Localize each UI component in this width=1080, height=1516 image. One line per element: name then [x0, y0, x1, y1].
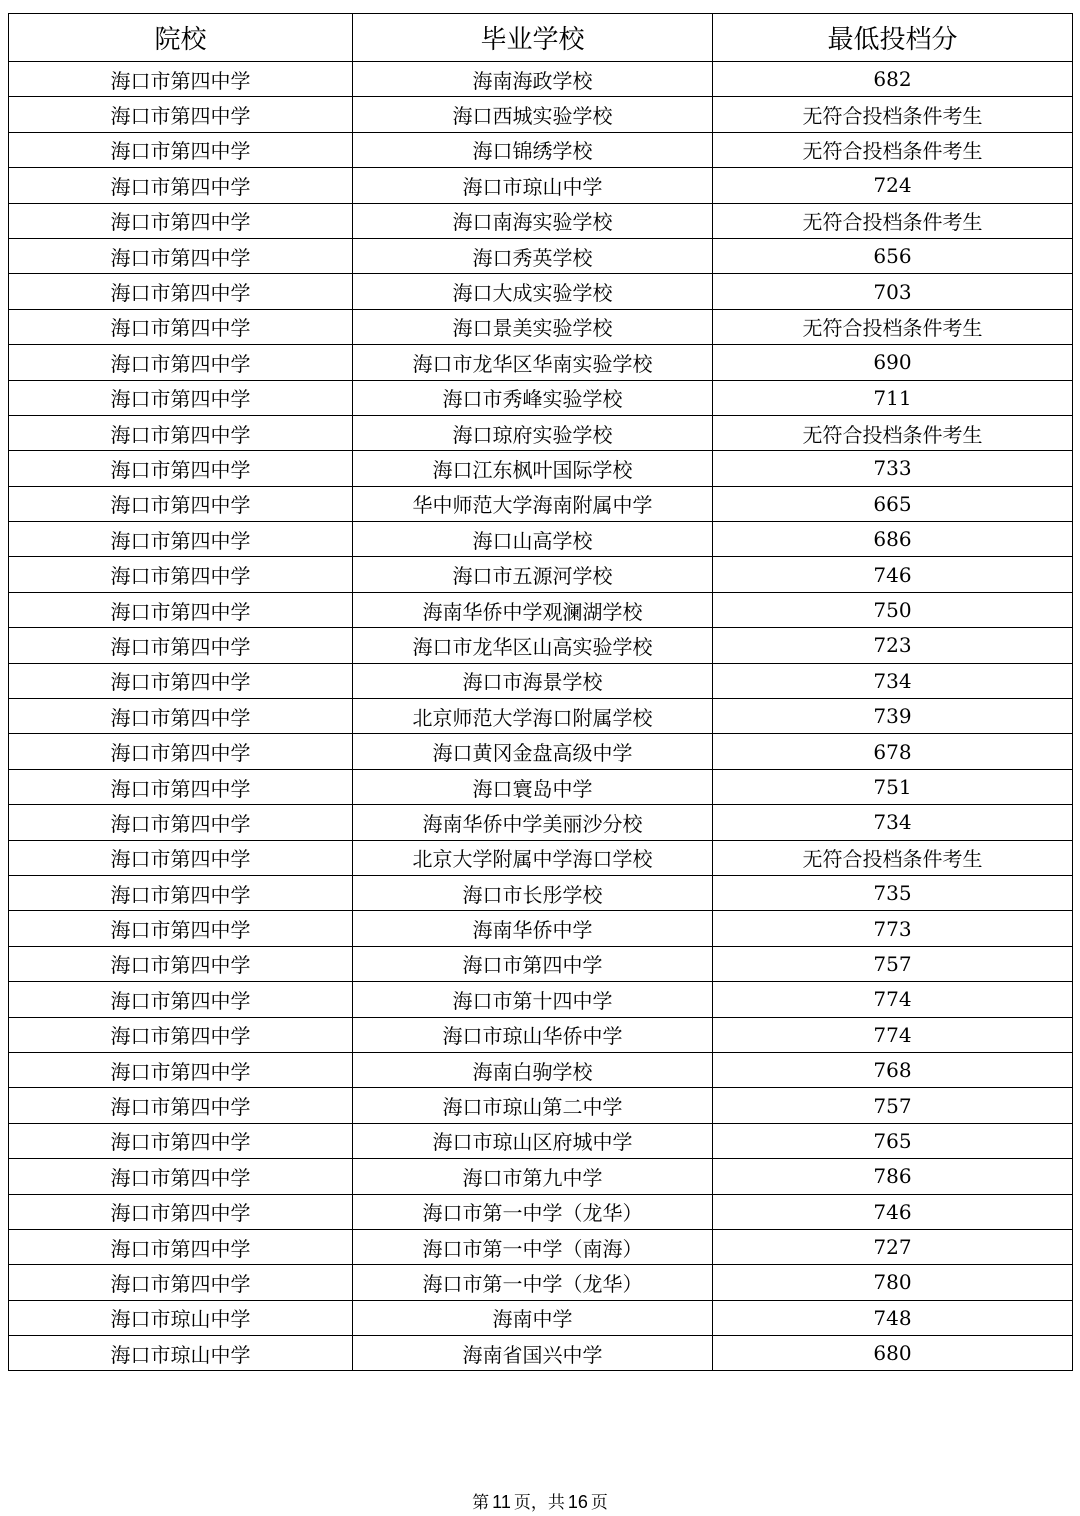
cell-graduation-school: 海南中学 [353, 1300, 713, 1335]
cell-min-score: 无符合投档条件考生 [713, 132, 1073, 167]
table-row [9, 1229, 1073, 1264]
cell-graduation-school: 海南华侨中学 [353, 911, 713, 946]
cell-min-score: 734 [713, 663, 1073, 698]
cell-institution: 海口市第四中学 [9, 451, 353, 486]
table-row [9, 699, 1073, 734]
table-row [9, 1123, 1073, 1158]
cell-min-score: 734 [713, 805, 1073, 840]
cell-institution: 海口市第四中学 [9, 592, 353, 627]
cell-min-score: 无符合投档条件考生 [713, 309, 1073, 344]
table-row [9, 1336, 1073, 1371]
cell-institution: 海口市第四中学 [9, 734, 353, 769]
cell-institution: 海口市第四中学 [9, 380, 353, 415]
cell-institution: 海口市第四中学 [9, 203, 353, 238]
cell-institution: 海口市第四中学 [9, 1123, 353, 1158]
cell-institution: 海口市第四中学 [9, 1265, 353, 1300]
cell-min-score: 690 [713, 345, 1073, 380]
cell-min-score: 751 [713, 769, 1073, 804]
cell-min-score: 656 [713, 238, 1073, 273]
cell-min-score: 723 [713, 628, 1073, 663]
table-row [9, 982, 1073, 1017]
cell-min-score: 682 [713, 62, 1073, 97]
table-row [9, 769, 1073, 804]
cell-graduation-school: 海口市琼山华侨中学 [353, 1017, 713, 1052]
cell-min-score: 768 [713, 1052, 1073, 1087]
table-row [9, 1265, 1073, 1300]
cell-graduation-school: 海口锦绣学校 [353, 132, 713, 167]
cell-institution: 海口市第四中学 [9, 168, 353, 203]
table-row [9, 309, 1073, 344]
table-row [9, 345, 1073, 380]
table-row [9, 380, 1073, 415]
cell-graduation-school: 海口寰岛中学 [353, 769, 713, 804]
cell-min-score: 727 [713, 1229, 1073, 1264]
header-row [9, 14, 1073, 62]
cell-min-score: 无符合投档条件考生 [713, 415, 1073, 450]
table-row [9, 168, 1073, 203]
header-min-score: 最低投档分 [713, 14, 1073, 62]
table-row [9, 238, 1073, 273]
cell-institution: 海口市第四中学 [9, 1194, 353, 1229]
cell-min-score: 773 [713, 911, 1073, 946]
cell-graduation-school: 海口市龙华区华南实验学校 [353, 345, 713, 380]
total-pages-number: 16 [567, 1492, 588, 1512]
cell-graduation-school: 海口市第一中学（龙华） [353, 1194, 713, 1229]
cell-graduation-school: 华中师范大学海南附属中学 [353, 486, 713, 521]
cell-institution: 海口市第四中学 [9, 309, 353, 344]
table-row [9, 1194, 1073, 1229]
cell-graduation-school: 海口市第四中学 [353, 946, 713, 981]
table-row [9, 522, 1073, 557]
table-row [9, 628, 1073, 663]
cell-institution: 海口市第四中学 [9, 699, 353, 734]
table-row [9, 1300, 1073, 1335]
cell-min-score: 711 [713, 380, 1073, 415]
table-row [9, 734, 1073, 769]
cell-graduation-school: 海口秀英学校 [353, 238, 713, 273]
cell-min-score: 无符合投档条件考生 [713, 97, 1073, 132]
cell-institution: 海口市第四中学 [9, 840, 353, 875]
cell-institution: 海口市第四中学 [9, 132, 353, 167]
cell-min-score: 786 [713, 1159, 1073, 1194]
cell-institution: 海口市第四中学 [9, 875, 353, 910]
cell-graduation-school: 海口江东枫叶国际学校 [353, 451, 713, 486]
cell-min-score: 680 [713, 1336, 1073, 1371]
table-row [9, 663, 1073, 698]
cell-institution: 海口市第四中学 [9, 238, 353, 273]
cell-institution: 海口市第四中学 [9, 1229, 353, 1264]
cell-min-score: 774 [713, 1017, 1073, 1052]
header-institution: 院校 [9, 14, 353, 62]
cell-institution: 海口市第四中学 [9, 557, 353, 592]
cell-graduation-school: 海口山高学校 [353, 522, 713, 557]
cell-graduation-school: 海口市琼山区府城中学 [353, 1123, 713, 1158]
table-row [9, 911, 1073, 946]
cell-graduation-school: 海口大成实验学校 [353, 274, 713, 309]
table-body [9, 62, 1073, 1371]
table-row [9, 592, 1073, 627]
cell-institution: 海口市第四中学 [9, 663, 353, 698]
cell-graduation-school: 海口市秀峰实验学校 [353, 380, 713, 415]
table-row [9, 946, 1073, 981]
cell-graduation-school: 海南华侨中学美丽沙分校 [353, 805, 713, 840]
cell-min-score: 733 [713, 451, 1073, 486]
cell-min-score: 748 [713, 1300, 1073, 1335]
table-row [9, 557, 1073, 592]
cell-institution: 海口市第四中学 [9, 97, 353, 132]
cell-institution: 海口市第四中学 [9, 62, 353, 97]
cell-min-score: 735 [713, 875, 1073, 910]
cell-min-score: 750 [713, 592, 1073, 627]
cell-graduation-school: 海口市第一中学（南海） [353, 1229, 713, 1264]
cell-institution: 海口市第四中学 [9, 1017, 353, 1052]
cell-graduation-school: 海口琼府实验学校 [353, 415, 713, 450]
cell-institution: 海口市第四中学 [9, 982, 353, 1017]
table-row [9, 132, 1073, 167]
table-row [9, 1088, 1073, 1123]
cell-min-score: 665 [713, 486, 1073, 521]
cell-min-score: 757 [713, 1088, 1073, 1123]
table-row [9, 805, 1073, 840]
cell-graduation-school: 海口黄冈金盘高级中学 [353, 734, 713, 769]
table-row [9, 274, 1073, 309]
cell-institution: 海口市第四中学 [9, 805, 353, 840]
cell-graduation-school: 海口市龙华区山高实验学校 [353, 628, 713, 663]
cell-graduation-school: 北京师范大学海口附属学校 [353, 699, 713, 734]
cell-graduation-school: 海口市第十四中学 [353, 982, 713, 1017]
header-graduation-school: 毕业学校 [353, 14, 713, 62]
cell-institution: 海口市第四中学 [9, 769, 353, 804]
cell-institution: 海口市第四中学 [9, 522, 353, 557]
cell-graduation-school: 海口西城实验学校 [353, 97, 713, 132]
cell-min-score: 757 [713, 946, 1073, 981]
cell-institution: 海口市第四中学 [9, 274, 353, 309]
cell-graduation-school: 海口南海实验学校 [353, 203, 713, 238]
cell-institution: 海口市第四中学 [9, 1088, 353, 1123]
cell-min-score: 774 [713, 982, 1073, 1017]
table-row [9, 62, 1073, 97]
table-row [9, 97, 1073, 132]
cell-min-score: 703 [713, 274, 1073, 309]
page-footer [0, 1488, 1080, 1513]
cell-institution: 海口市琼山中学 [9, 1300, 353, 1335]
table-row [9, 451, 1073, 486]
footer-suffix: 页 [590, 1493, 608, 1513]
cell-graduation-school: 海南白驹学校 [353, 1052, 713, 1087]
cell-graduation-school: 海口市五源河学校 [353, 557, 713, 592]
cell-min-score: 739 [713, 699, 1073, 734]
cell-min-score: 765 [713, 1123, 1073, 1158]
cell-institution: 海口市第四中学 [9, 345, 353, 380]
footer-middle: 页，共 [513, 1493, 565, 1513]
cell-institution: 海口市第四中学 [9, 911, 353, 946]
cell-graduation-school: 海南省国兴中学 [353, 1336, 713, 1371]
cell-min-score: 746 [713, 1194, 1073, 1229]
cell-graduation-school: 海口市第一中学（龙华） [353, 1265, 713, 1300]
cell-graduation-school: 海口景美实验学校 [353, 309, 713, 344]
cell-graduation-school: 海南华侨中学观澜湖学校 [353, 592, 713, 627]
table-row [9, 1017, 1073, 1052]
cell-institution: 海口市第四中学 [9, 1159, 353, 1194]
cell-graduation-school: 海口市琼山中学 [353, 168, 713, 203]
table-row [9, 486, 1073, 521]
cell-min-score: 686 [713, 522, 1073, 557]
footer-prefix: 第 [472, 1493, 490, 1513]
cell-institution: 海口市第四中学 [9, 486, 353, 521]
cell-min-score: 746 [713, 557, 1073, 592]
cell-graduation-school: 海口市第九中学 [353, 1159, 713, 1194]
table-row [9, 415, 1073, 450]
table-row [9, 875, 1073, 910]
table-row [9, 203, 1073, 238]
current-page-number: 11 [492, 1492, 511, 1512]
cell-min-score: 678 [713, 734, 1073, 769]
table-row [9, 1052, 1073, 1087]
cell-institution: 海口市琼山中学 [9, 1336, 353, 1371]
cell-graduation-school: 北京大学附属中学海口学校 [353, 840, 713, 875]
cell-graduation-school: 海口市海景学校 [353, 663, 713, 698]
cell-institution: 海口市第四中学 [9, 415, 353, 450]
cell-institution: 海口市第四中学 [9, 628, 353, 663]
cell-min-score: 780 [713, 1265, 1073, 1300]
cell-min-score: 无符合投档条件考生 [713, 203, 1073, 238]
cell-institution: 海口市第四中学 [9, 1052, 353, 1087]
table-row [9, 1159, 1073, 1194]
table-row [9, 840, 1073, 875]
cell-institution: 海口市第四中学 [9, 946, 353, 981]
cell-graduation-school: 海口市琼山第二中学 [353, 1088, 713, 1123]
admission-score-table [8, 13, 1073, 1371]
cell-graduation-school: 海口市长彤学校 [353, 875, 713, 910]
cell-min-score: 无符合投档条件考生 [713, 840, 1073, 875]
cell-graduation-school: 海南海政学校 [353, 62, 713, 97]
table-header [9, 14, 1073, 62]
cell-min-score: 724 [713, 168, 1073, 203]
